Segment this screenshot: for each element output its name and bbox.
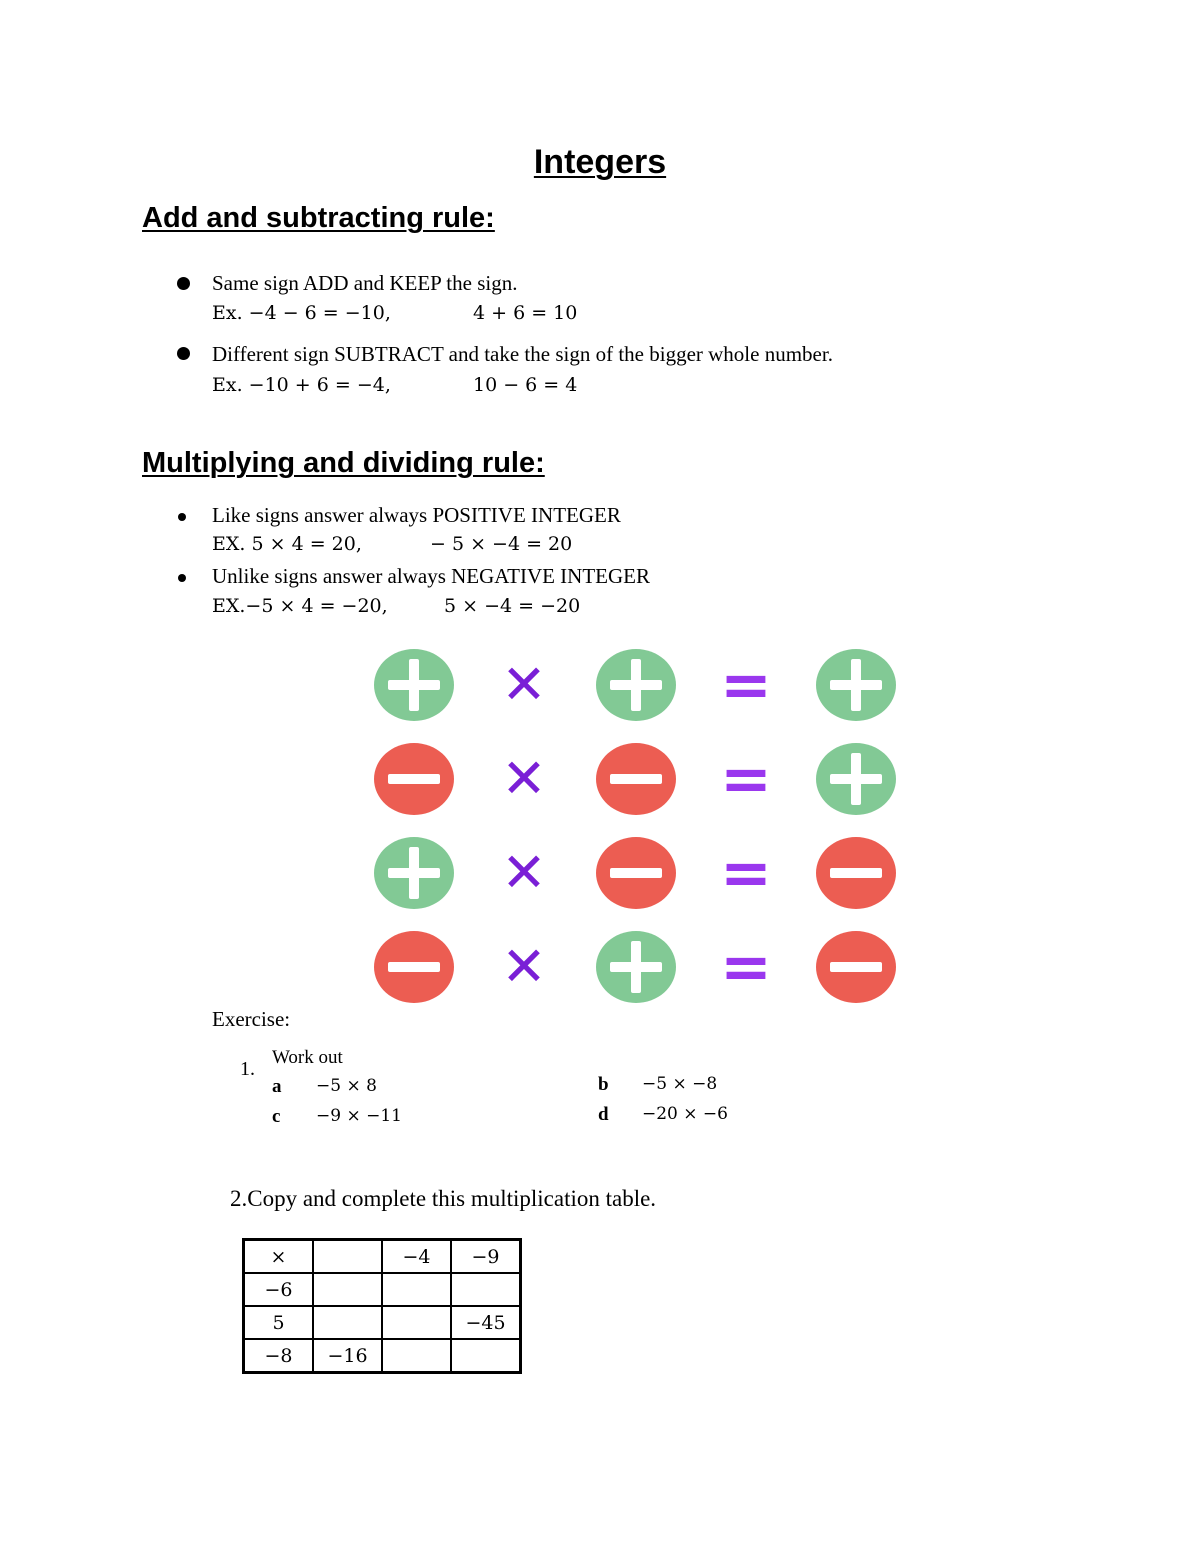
sign-rule-row: [374, 931, 898, 1011]
table-cell: [313, 1240, 382, 1274]
add-sub-heading: Add and subtracting rule:: [142, 202, 495, 234]
question-1-expr-c: −9 × −11: [316, 1106, 402, 1126]
minus-icon: [816, 837, 896, 909]
question-1-number: 1.: [240, 1058, 255, 1080]
table-cell: −4: [382, 1240, 451, 1274]
question-1-letter-c: c: [272, 1106, 281, 1127]
times-icon: ✕: [501, 747, 547, 810]
plus-icon: [596, 931, 676, 1003]
minus-icon: [374, 931, 454, 1003]
question-1-letter-d: d: [598, 1104, 609, 1125]
sign-rule-row: [374, 743, 898, 823]
question-1-letter-a: a: [272, 1076, 282, 1097]
exercise-label: Exercise:: [212, 1007, 291, 1031]
add-sub-rule-1-example-a: Ex. −4 − 6 = −10,: [212, 302, 391, 324]
page-title: Integers: [533, 143, 667, 181]
add-sub-rule-2: Different sign SUBTRACT and take the sign of the bigger whole number.: [212, 342, 833, 366]
add-sub-rule-1: Same sign ADD and KEEP the sign.: [212, 271, 518, 295]
question-1-expr-d: −20 × −6: [642, 1104, 728, 1124]
table-cell: [451, 1273, 521, 1306]
table-cell: [451, 1339, 521, 1373]
sign-rule-row: [374, 649, 898, 729]
question-1-prompt: Work out: [272, 1047, 343, 1068]
question-1-expr-b: −5 × −8: [642, 1074, 718, 1094]
sign-rule-row: [374, 837, 898, 917]
times-icon: ✕: [501, 841, 547, 904]
table-cell: −16: [313, 1339, 382, 1373]
plus-icon: [816, 743, 896, 815]
minus-icon: [596, 743, 676, 815]
mul-div-heading: Multiplying and dividing rule:: [142, 447, 545, 479]
table-cell: [313, 1273, 382, 1306]
mul-div-rule-1: Like signs answer always POSITIVE INTEGER: [212, 503, 621, 527]
equals-icon: =: [720, 648, 772, 721]
table-cell: −45: [451, 1306, 521, 1339]
table-cell: −8: [244, 1339, 314, 1373]
table-row: [244, 1273, 521, 1306]
add-sub-rule-2-example-b: 10 − 6 = 4: [473, 374, 578, 396]
table-cell: −6: [244, 1273, 314, 1306]
plus-icon: [374, 837, 454, 909]
question-1-expr-a: −5 × 8: [316, 1076, 377, 1096]
equals-icon: =: [720, 930, 772, 1003]
table-cell: [382, 1273, 451, 1306]
plus-icon: [374, 649, 454, 721]
table-cell: −9: [451, 1240, 521, 1274]
question-2-prompt: 2.Copy and complete this multiplication table.: [230, 1186, 657, 1211]
minus-icon: [374, 743, 454, 815]
bullet: [177, 277, 190, 290]
table-row: [244, 1240, 521, 1274]
add-sub-rule-1-example-b: 4 + 6 = 10: [473, 302, 578, 324]
bullet: [178, 574, 186, 582]
mul-div-rule-2-example-a: EX.−5 × 4 = −20,: [212, 595, 388, 617]
mul-div-rule-1-example-a: EX. 5 × 4 = 20,: [212, 533, 362, 555]
table-cell: [382, 1306, 451, 1339]
times-icon: ✕: [501, 935, 547, 998]
minus-icon: [596, 837, 676, 909]
bullet: [178, 513, 186, 521]
plus-icon: [816, 649, 896, 721]
table-cell: ×: [244, 1240, 314, 1274]
table-cell: 5: [244, 1306, 314, 1339]
table-row: [244, 1339, 521, 1373]
table-cell: [313, 1306, 382, 1339]
multiplication-table: [242, 1238, 522, 1374]
mul-div-rule-1-example-b: − 5 × −4 = 20: [430, 533, 573, 555]
table-cell: [382, 1339, 451, 1373]
equals-icon: =: [720, 742, 772, 815]
question-1-letter-b: b: [598, 1074, 609, 1095]
mul-div-rule-2-example-b: 5 × −4 = −20: [444, 595, 581, 617]
add-sub-rule-2-example-a: Ex. −10 + 6 = −4,: [212, 374, 391, 396]
bullet: [177, 347, 190, 360]
mul-div-rule-2: Unlike signs answer always NEGATIVE INTEGER: [212, 564, 650, 588]
plus-icon: [596, 649, 676, 721]
equals-icon: =: [720, 836, 772, 909]
table-row: [244, 1306, 521, 1339]
times-icon: ✕: [501, 653, 547, 716]
minus-icon: [816, 931, 896, 1003]
